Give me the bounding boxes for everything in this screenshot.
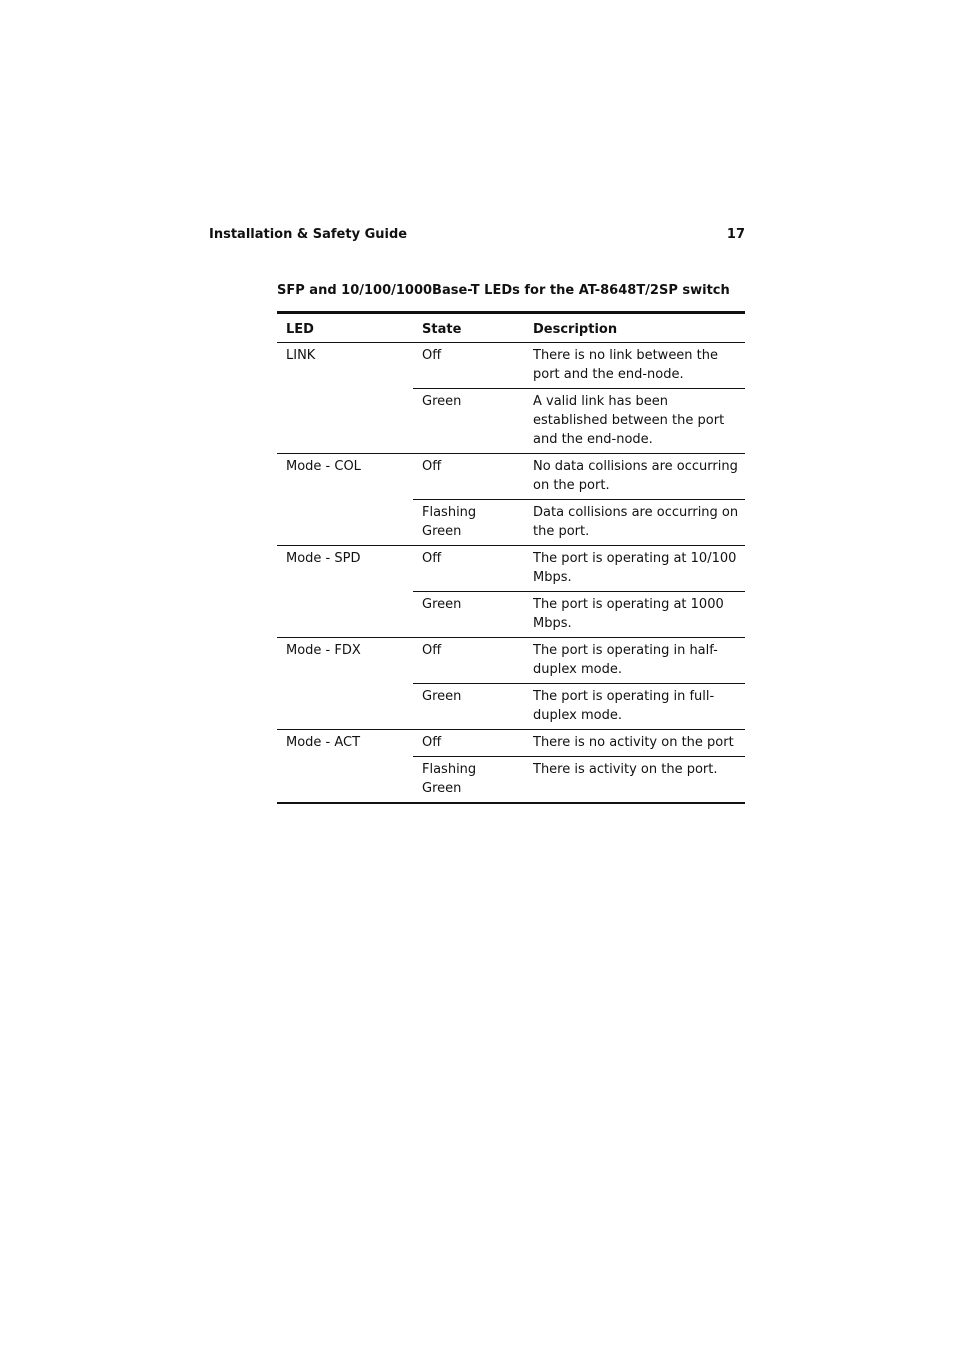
description-cell: The port is operating at 10/100 Mbps. xyxy=(524,546,745,592)
page-header xyxy=(209,227,745,247)
state-cell: Green xyxy=(413,684,524,730)
led-name-cell: LINK xyxy=(277,343,413,454)
state-cell: Green xyxy=(413,389,524,454)
state-cell: Flashing Green xyxy=(413,500,524,546)
state-cell: Green xyxy=(413,592,524,638)
column-header-state: State xyxy=(413,313,524,343)
description-cell: The port is operating in half-duplex mode. xyxy=(524,638,745,684)
table-header-row xyxy=(277,313,745,343)
description-cell: The port is operating in full-duplex mode. xyxy=(524,684,745,730)
document-title: Installation & Safety Guide xyxy=(209,227,408,242)
table-row xyxy=(277,343,745,389)
state-cell: Off xyxy=(413,343,524,389)
led-name-cell: Mode - COL xyxy=(277,454,413,546)
description-cell: The port is operating at 1000 Mbps. xyxy=(524,592,745,638)
page-number: 17 xyxy=(726,227,745,242)
led-name-cell: Mode - SPD xyxy=(277,546,413,638)
description-cell: There is no activity on the port xyxy=(524,730,745,757)
table-row xyxy=(277,454,745,500)
column-header-led: LED xyxy=(277,313,413,343)
table-body xyxy=(277,343,745,804)
column-header-description: Description xyxy=(524,313,745,343)
state-cell: Off xyxy=(413,454,524,500)
table-row xyxy=(277,546,745,592)
state-cell: Off xyxy=(413,638,524,684)
description-cell: There is no link between the port and the end-node. xyxy=(524,343,745,389)
state-cell: Off xyxy=(413,546,524,592)
led-name-cell: Mode - FDX xyxy=(277,638,413,730)
led-name-cell: Mode - ACT xyxy=(277,730,413,804)
description-cell: There is activity on the port. xyxy=(524,757,745,804)
table-row xyxy=(277,638,745,684)
led-table xyxy=(277,311,745,804)
description-cell: No data collisions are occurring on the port. xyxy=(524,454,745,500)
table-caption: SFP and 10/100/1000Base-T LEDs for the AT-8648T/2SP switch xyxy=(277,283,730,298)
description-cell: A valid link has been established between the port and the end-node. xyxy=(524,389,745,454)
table-row xyxy=(277,730,745,757)
state-cell: Flashing Green xyxy=(413,757,524,804)
state-cell: Off xyxy=(413,730,524,757)
description-cell: Data collisions are occurring on the port. xyxy=(524,500,745,546)
